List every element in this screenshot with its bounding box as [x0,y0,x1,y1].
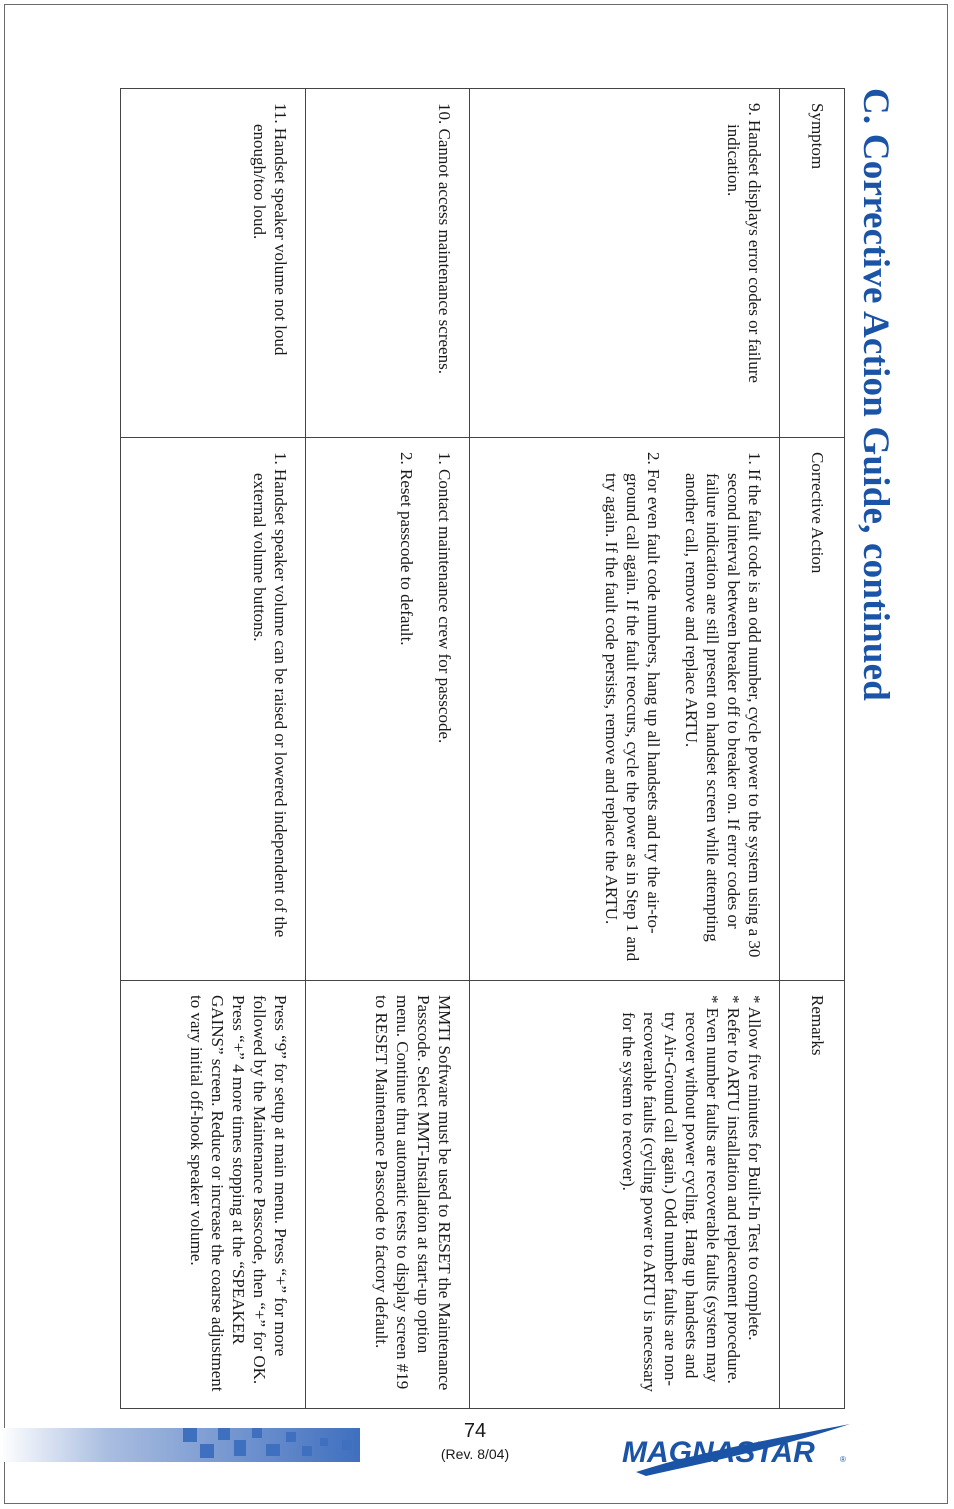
corrective-action-table [120,88,845,1409]
svg-text:®: ® [840,1455,846,1464]
action-step: 1. Contact maintenance crew for passcode. [435,452,455,744]
action-cell [121,438,306,981]
table-header-row [779,89,844,1409]
table-row [470,89,779,1409]
symptom-cell [470,89,779,438]
table-row [306,89,470,1409]
remark-item: * Allow five minutes for Built-In Test to complete. [744,995,764,1341]
action-cell [470,438,779,981]
remarks-cell [470,981,779,1409]
remark-item: MMTI Software must be used to RESET the Maintenance Passcode. Select MMT-Installation at start-up option menu. Continue thru automatic tests to display screen #19 to RESET Maintenance Passcode to factory default. [372,995,455,1391]
action-step: 1. Handset speaker volume can be raised or lowered independent of the external volume buttons. [250,452,291,938]
page-number: 74 [463,1420,487,1442]
remarks-cell [121,981,306,1409]
footer-gradient-bar [0,1428,360,1462]
action-cell [306,438,470,981]
remark-item: * Even number faults are recoverable faults (system may recover without power cycling. Hang up handsets and try Air-Ground call again.) Odd number faults are non-recoverable faults (cycling power to ARTU is necessary for the system to recover). [618,995,722,1392]
symptom-cell [121,89,306,438]
action-step: 2. For even fault code numbers, hang up all handsets and try the air-to-ground call again. If the fault reoccurs, cycle the power as in Step 1 and try again. If the fault code persists, remove and replace the ARTU. [601,452,663,962]
header-corrective-action: Corrective Action [779,438,844,981]
symptom-text: 10. Cannot access maintenance screens. [435,103,455,374]
action-step: 2. Reset passcode to default. [397,452,417,646]
revision-date: (Rev. 8/04) [440,1446,510,1462]
symptom-text: 9. Handset displays error codes or failure indication. [723,103,764,383]
table-row [121,89,306,1409]
page-title: C. Corrective Action Guide, continued [855,88,896,702]
remarks-cell [306,981,470,1409]
symptom-text: 11. Handset speaker volume not loud enough/too loud. [250,103,291,356]
remark-item: Press “9” for setup at main menu. Press “+” for more followed by the Maintenance Passcode, then “+” for OK. Press “+” 4 more times stopping at the “SPEAKER GAINS” screen. Reduce or increase the coarse adjustment to vary initial off-hook speaker volume. [187,995,291,1392]
header-remarks: Remarks [779,981,844,1409]
magnastar-logo [618,1418,854,1482]
symptom-cell [306,89,470,438]
remark-item: * Refer to ARTU installation and replacement procedure. [723,995,743,1384]
header-symptom: Symptom [779,89,844,438]
action-step: 1. If the fault code is an odd number, cycle power to the system using a 30 second interval between breaker off to breaker on. If error codes or failure indication are still present on handset screen while attempting another call, remove and replace ARTU. [681,452,764,958]
rotated-content [120,88,896,1408]
brand-wordmark: MAGNASTAR [622,1436,815,1469]
